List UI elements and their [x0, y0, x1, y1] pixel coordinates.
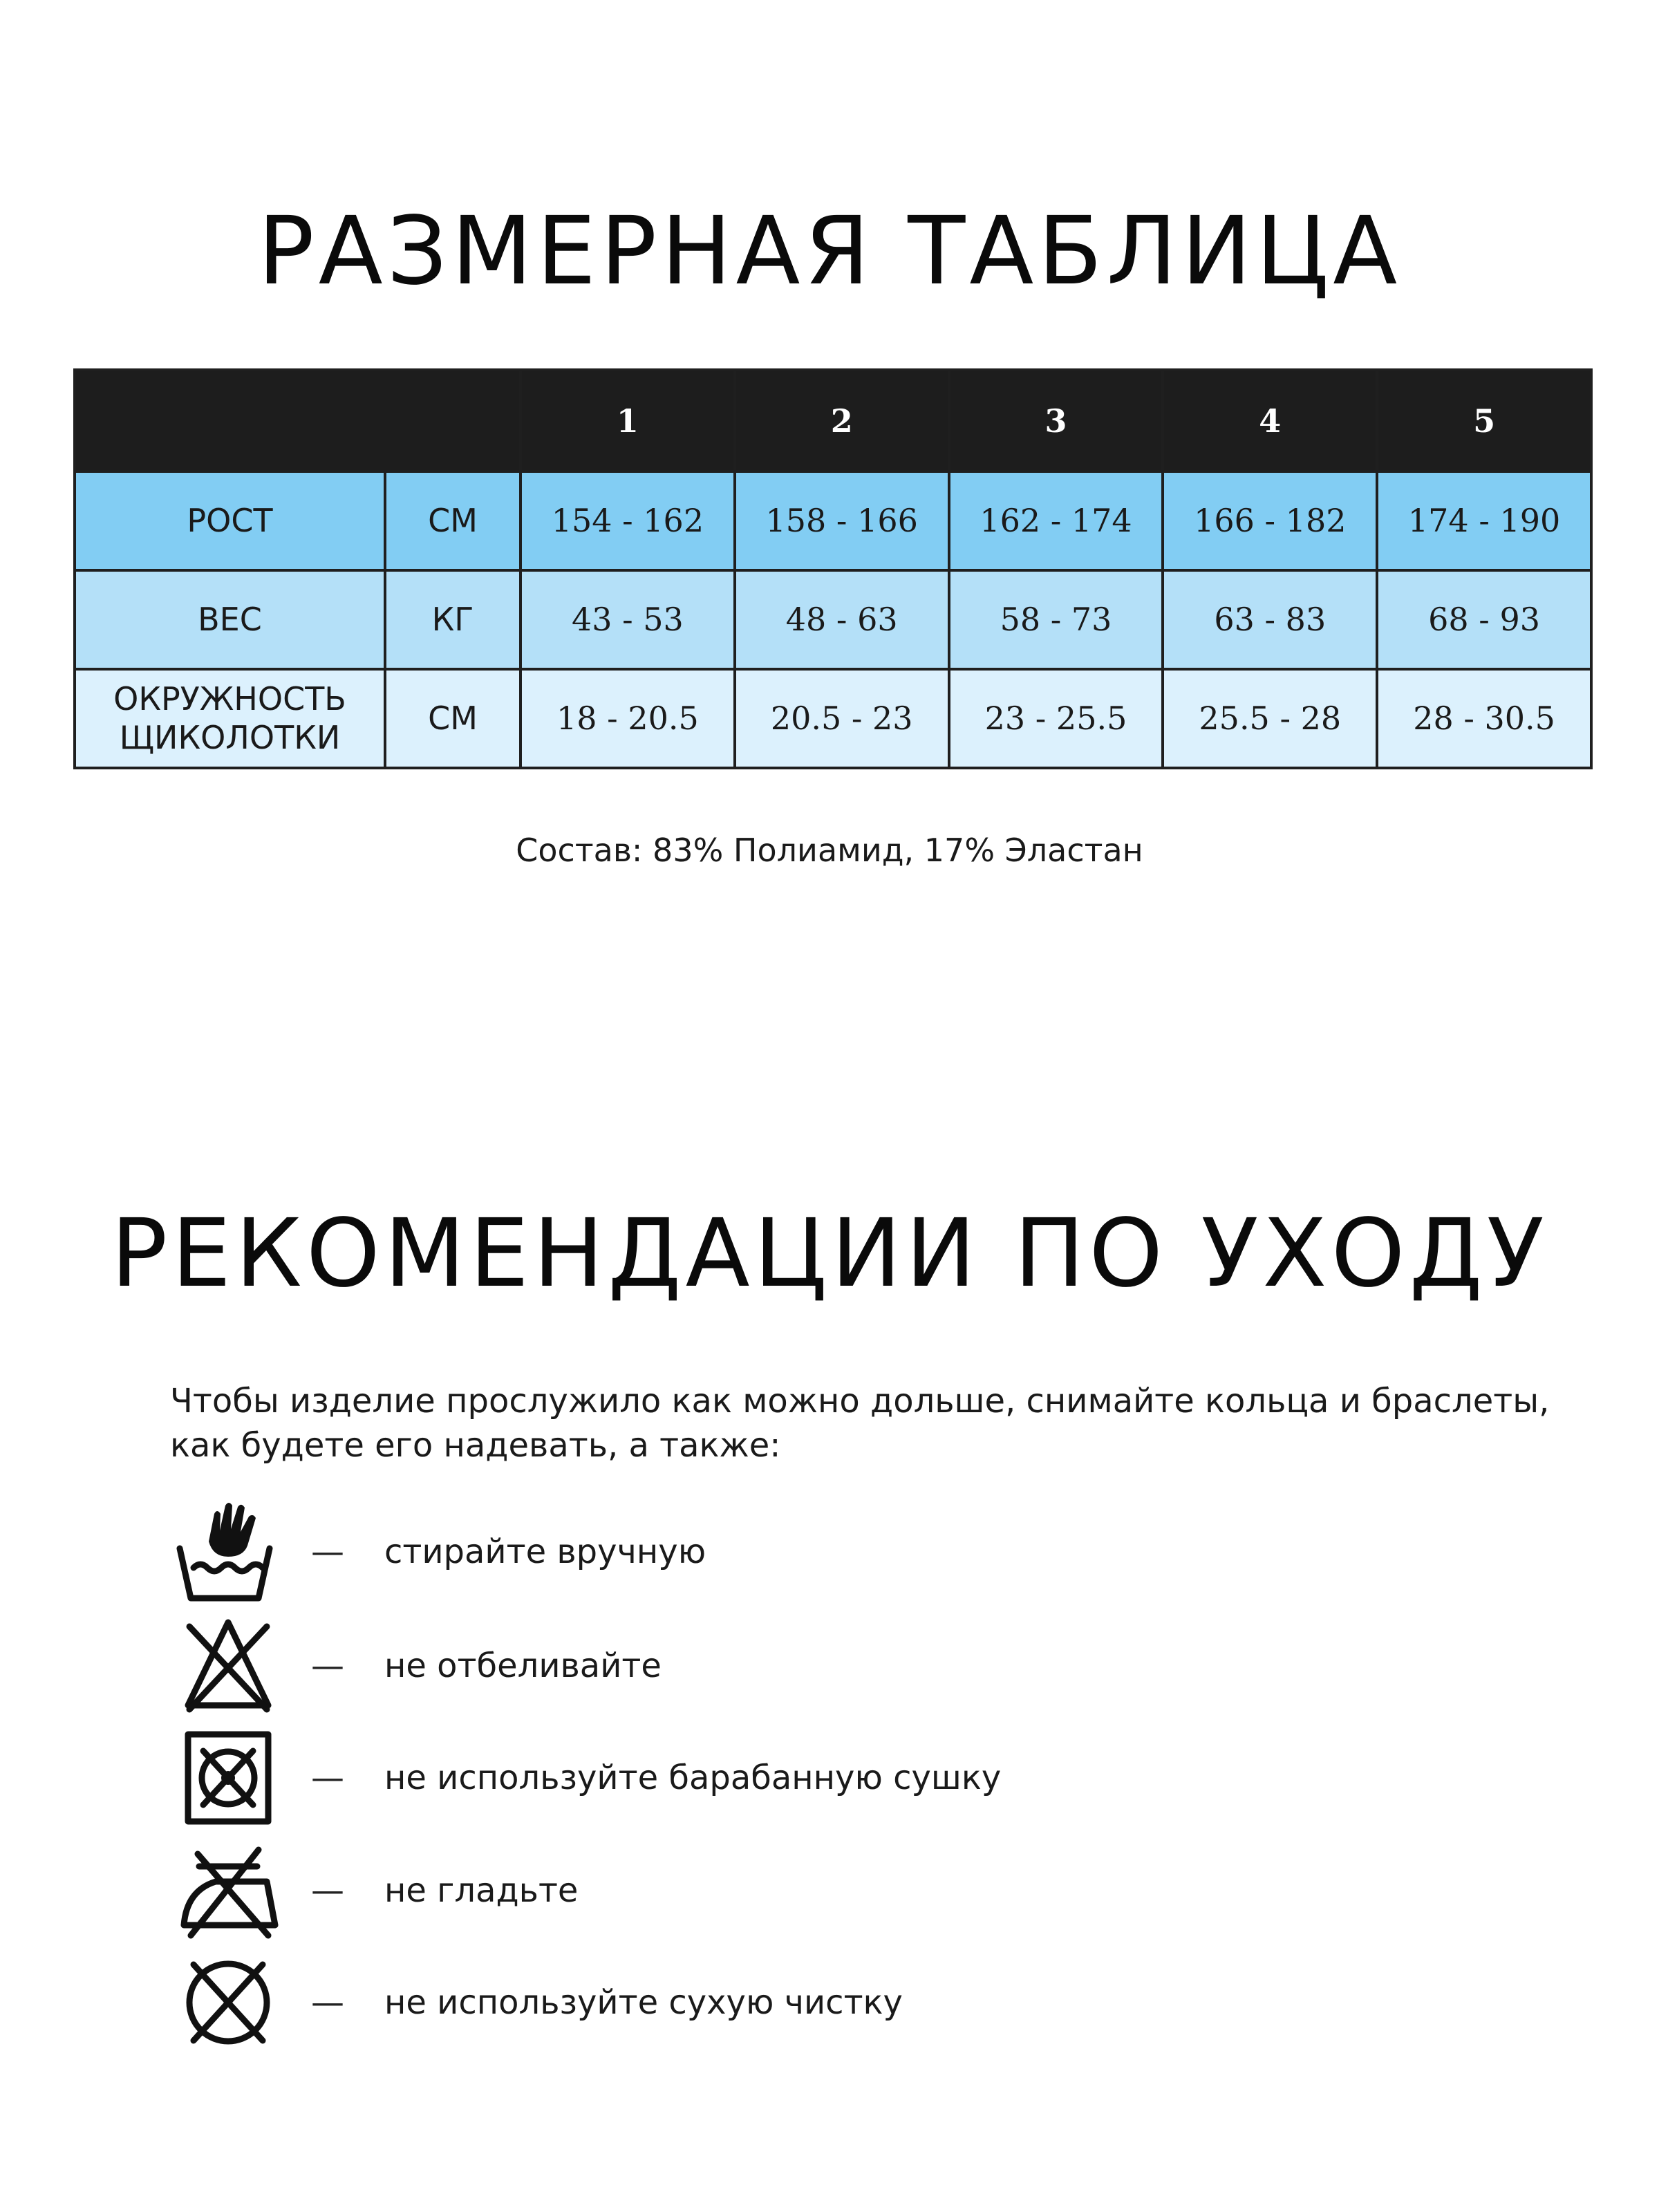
no-dry-clean-icon [173, 1951, 283, 2054]
size-header-2: 2 [736, 371, 948, 470]
care-text: не используйте барабанную сушку [384, 1759, 1002, 1797]
row-unit-weight: КГ [386, 572, 519, 668]
table-cell: 58 - 73 [950, 572, 1162, 668]
table-cell: 48 - 63 [736, 572, 948, 668]
care-item-no-bleach [173, 1614, 1486, 1718]
no-tumble-dry-icon [173, 1726, 283, 1830]
care-item-no-dry-clean [173, 1951, 1486, 2054]
row-label-height: РОСТ [76, 473, 384, 569]
row-unit-ankle: СМ [386, 671, 519, 767]
care-text: не отбеливайте [384, 1647, 662, 1685]
table-cell: 154 - 162 [522, 473, 733, 569]
care-text: стирайте вручную [384, 1533, 706, 1571]
table-cell: 28 - 30.5 [1378, 671, 1590, 767]
table-cell: 174 - 190 [1378, 473, 1590, 569]
table-cell: 166 - 182 [1164, 473, 1376, 569]
table-cell: 25.5 - 28 [1164, 671, 1376, 767]
care-text: не гладьте [384, 1871, 579, 1910]
row-label-ankle: ОКРУЖНОСТЬ ЩИКОЛОТКИ [76, 671, 384, 767]
care-item-no-tumble-dry [173, 1726, 1486, 1830]
size-header-5: 5 [1378, 371, 1590, 470]
table-cell: 158 - 166 [736, 473, 948, 569]
size-header-3: 3 [950, 371, 1162, 470]
care-dash: — [311, 1647, 344, 1685]
composition-note: Состав: 83% Полиамид, 17% Эластан [516, 832, 1143, 869]
care-item-hand-wash [173, 1500, 1486, 1604]
table-cell: 20.5 - 23 [736, 671, 948, 767]
table-cell: 68 - 93 [1378, 572, 1590, 668]
table-cell: 18 - 20.5 [522, 671, 733, 767]
size-header-1: 1 [522, 371, 733, 470]
table-cell: 63 - 83 [1164, 572, 1376, 668]
care-intro-text: Чтобы изделие прослужило как можно дольше, снимайте кольца и браслеты, как будете его надевать, а также: [170, 1382, 1550, 1465]
size-header-4: 4 [1164, 371, 1376, 470]
table-cell: 162 - 174 [950, 473, 1162, 569]
care-title: РЕКОМЕНДАЦИИ ПО УХОДУ [111, 1199, 1548, 1309]
no-bleach-icon [173, 1614, 283, 1718]
care-item-no-iron [173, 1839, 1486, 1942]
care-dash: — [311, 1759, 344, 1797]
table-cell: 23 - 25.5 [950, 671, 1162, 767]
care-dash: — [311, 1533, 344, 1571]
table-cell: 43 - 53 [522, 572, 733, 668]
care-dash: — [311, 1871, 344, 1910]
care-dash: — [311, 1983, 344, 2022]
hand-wash-icon [173, 1500, 283, 1604]
size-table-title: РАЗМЕРНАЯ ТАБЛИЦА [257, 197, 1402, 306]
table-header-blank [76, 371, 519, 470]
size-table [73, 368, 1593, 769]
no-iron-icon [173, 1839, 283, 1942]
care-text: не используйте сухую чистку [384, 1983, 903, 2022]
row-label-weight: ВЕС [76, 572, 384, 668]
row-unit-height: СМ [386, 473, 519, 569]
